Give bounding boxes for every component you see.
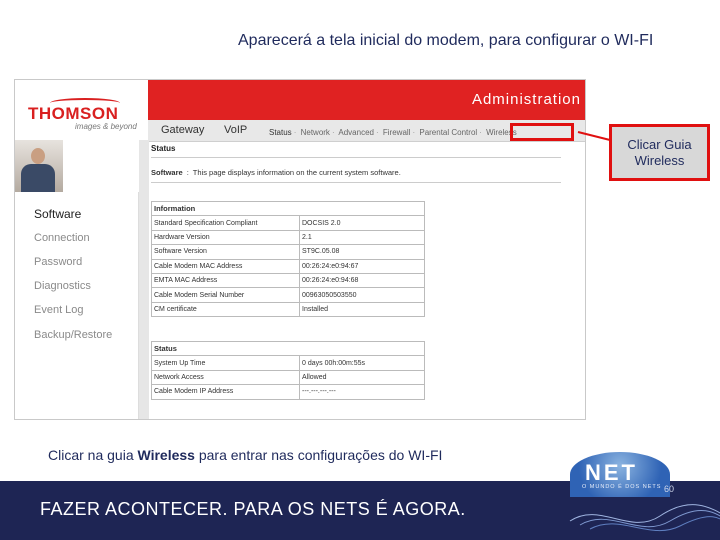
brand-tagline: images & beyond <box>75 122 137 131</box>
sidebar-item-connection[interactable]: Connection <box>34 232 90 244</box>
software-description: This page displays information on the current system software. <box>192 168 401 177</box>
table-row <box>152 259 425 273</box>
table-cell-key: Software Version <box>152 245 300 259</box>
table-row <box>152 216 425 230</box>
table-row <box>152 370 425 384</box>
subtab-advanced[interactable]: Advanced <box>338 128 374 137</box>
table-row <box>152 302 425 316</box>
table-cell-key: Cable Modem Serial Number <box>152 288 300 302</box>
sidebar-item-password[interactable]: Password <box>34 256 83 268</box>
subtab-wireless[interactable]: Wireless <box>486 128 517 137</box>
table-cell-value: Allowed <box>300 370 425 384</box>
table-row <box>152 245 425 259</box>
sidebar-item-software[interactable]: Software <box>34 207 82 221</box>
table-cell-value: ---.---.---.--- <box>300 385 425 399</box>
table-row <box>152 385 425 399</box>
table-row <box>152 273 425 287</box>
subtab-status[interactable]: Status <box>269 128 292 137</box>
table-cell-value: 2.1 <box>300 230 425 244</box>
table-cell-value: 0 days 00h:00m:55s <box>300 356 425 370</box>
subtab-firewall[interactable]: Firewall <box>382 128 411 137</box>
page-number: 60 <box>664 484 675 494</box>
sidebar-item-event-log[interactable]: Event Log <box>34 304 84 316</box>
table-header: Information <box>152 202 425 216</box>
user-photo <box>15 140 63 192</box>
tab-gateway[interactable]: Gateway <box>161 124 205 136</box>
sidebar <box>15 192 139 420</box>
tab-voip[interactable]: VoIP <box>224 124 248 136</box>
table-header: Status <box>152 342 425 356</box>
software-label: Software <box>151 168 183 177</box>
subtab-network[interactable]: Network <box>300 128 330 137</box>
table-cell-key: Standard Specification Compliant <box>152 216 300 230</box>
slide-title: Aparecerá a tela inicial do modem, para configurar o WI-FI <box>238 32 654 49</box>
sidebar-gutter <box>139 140 149 420</box>
subtab-parental-control[interactable]: Parental Control <box>419 128 478 137</box>
table-cell-key: Cable Modem MAC Address <box>152 259 300 273</box>
table-cell-key: System Up Time <box>152 356 300 370</box>
status-table <box>151 341 425 400</box>
divider <box>151 182 561 183</box>
table-cell-key: CM certificate <box>152 302 300 316</box>
wireless-tab-highlight <box>510 123 574 141</box>
table-cell-key: EMTA MAC Address <box>152 273 300 287</box>
table-cell-value: 00:26:24:e0:94:67 <box>300 259 425 273</box>
divider <box>151 157 561 158</box>
table-cell-key: Cable Modem IP Address <box>152 385 300 399</box>
table-cell-value: 00:26:24:e0:94:68 <box>300 273 425 287</box>
table-cell-value: Installed <box>300 302 425 316</box>
callout-box: Clicar Guia Wireless <box>609 124 710 181</box>
admin-title: Administration <box>471 91 581 108</box>
sidebar-item-diagnostics[interactable]: Diagnostics <box>34 280 91 292</box>
instruction-text <box>48 447 442 463</box>
net-logo <box>570 452 670 497</box>
information-table <box>151 201 425 317</box>
footer-slogan: FAZER ACONTECER. PARA OS NETS É AGORA. <box>40 499 466 519</box>
brand-name: THOMSON <box>28 104 119 123</box>
table-row <box>152 356 425 370</box>
instruction-bold: Wireless <box>137 447 195 463</box>
table-row <box>152 288 425 302</box>
table-row <box>152 230 425 244</box>
net-logo-word: NET <box>585 460 638 485</box>
table-cell-key: Hardware Version <box>152 230 300 244</box>
table-cell-value: DOCSIS 2.0 <box>300 216 425 230</box>
modem-admin-screenshot <box>14 79 586 420</box>
table-cell-value: ST9C.05.08 <box>300 245 425 259</box>
instruction-suffix: para entrar nas configurações do WI-FI <box>194 447 443 463</box>
instruction-prefix: Clicar na guia <box>48 447 138 463</box>
sub-navbar: Status · Network · Advanced · Firewall · Parental Control · Wireless <box>269 128 517 137</box>
table-cell-value: 00963050503550 <box>300 288 425 302</box>
page-description: Software : This page displays information on the current system software. <box>151 168 401 177</box>
table-cell-key: Network Access <box>152 370 300 384</box>
page-heading: Status <box>151 144 176 153</box>
thomson-logo <box>15 80 148 140</box>
net-logo-tagline: O MUNDO É DOS NETS <box>582 484 662 490</box>
sidebar-item-backup-restore[interactable]: Backup/Restore <box>34 329 113 341</box>
